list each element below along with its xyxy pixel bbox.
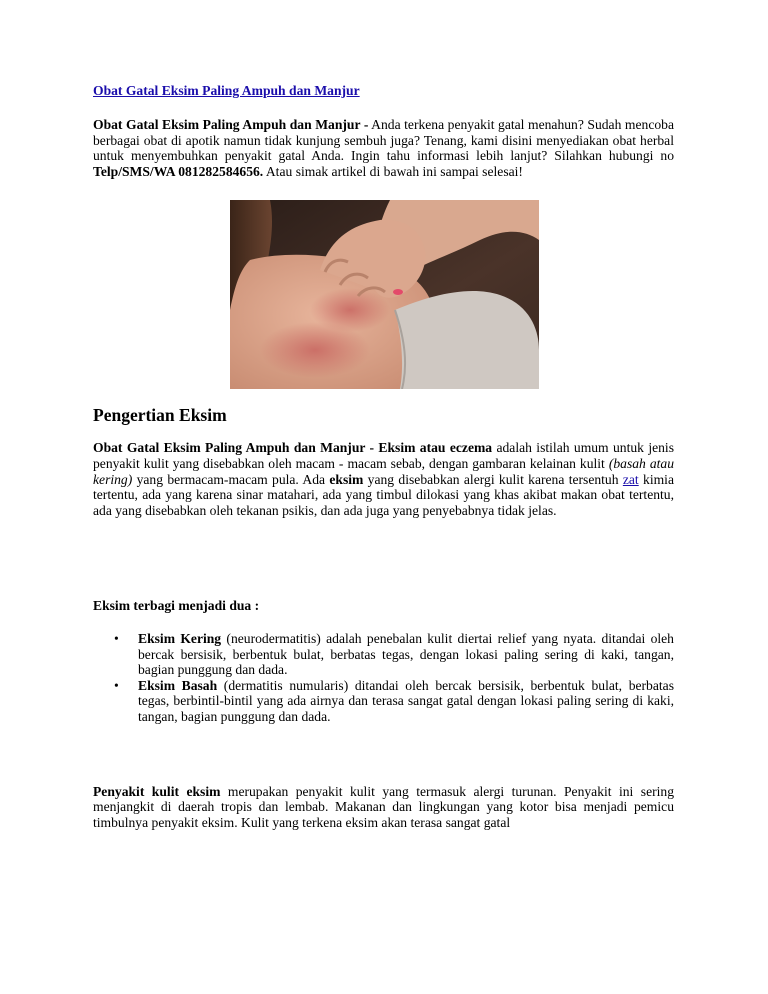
list-item-bold: Eksim Basah (138, 677, 218, 693)
intro-bold-lead: Obat Gatal Eksim Paling Ampuh dan Manjur - (93, 117, 369, 132)
title-link[interactable]: Obat Gatal Eksim Paling Ampuh dan Manjur (93, 83, 360, 98)
zat-link[interactable]: zat (622, 471, 639, 487)
list-item-text: (neurodermatitis) adalah penebalan kulit diertai relief yang nyata. ditandai oleh bercak bersisik, berbentuk bulat, berbatas tegas, dengan lokasi paling sering di kaki, tangan, bagian punggung dan dada. (138, 630, 674, 678)
intro-text-2: Atau simak artikel di bawah ini sampai selesai! (263, 163, 523, 179)
eczema-scratching-photo (230, 200, 539, 389)
pengertian-text-4: kimia tertentu, ada yang karena sinar matahari, ada yang timbul dilokasi yang khas akibat makan obat tertentu, ada yang disebabkan oleh tekanan psikis, dan ada juga yang penyebabnya tidak jelas. (93, 471, 674, 518)
intro-contact: Telp/SMS/WA 081282584656. (93, 163, 264, 179)
penyakit-text: merupakan penyakit kulit yang termasuk alergi turunan. Penyakit ini sering menjangkit di daerah tropis dan lembab. Makanan dan lingkungan yang kotor bisa menjadi pemicu timbulnya penyakit eksim. Kulit yang terkena eksim akan terasa sangat gatal (93, 783, 675, 830)
bullet-icon: • (114, 677, 119, 693)
section-heading-pengertian: Pengertian Eksim (93, 405, 227, 426)
penyakit-kulit-paragraph (93, 784, 674, 831)
pengertian-bold-lead: Obat Gatal Eksim Paling Ampuh dan Manjur - Eksim atau eczema (93, 440, 493, 456)
intro-text-1: Anda terkena penyakit gatal menahun? Sudah mencoba berbagai obat di apotik namun tidak kunjung sembuh juga? Tenang, kami disini menyediakan obat herbal untuk menyembuhkan penyakit gatal Anda. Ingin tahu informasi lebih lanjut? Silahkan hubungi no (93, 117, 675, 164)
eksim-types-heading: Eksim terbagi menjadi dua : (93, 598, 260, 614)
list-item-eksim-kering (114, 630, 674, 678)
document-page (93, 82, 674, 830)
list-item-eksim-basah (114, 677, 674, 725)
pengertian-paragraph (93, 440, 674, 518)
list-item-text: (dermatitis numularis) ditandai oleh bercak bersisik, berbentuk bulat, berbatas tegas, berbintil-bintil yang ada airnya dan terasa sangat gatal dengan lokasi paling sering di kaki, tangan, bagian punggung dan dada. (138, 677, 674, 724)
penyakit-bold-lead: Penyakit kulit eksim (93, 783, 221, 799)
pengertian-bold-eksim: eksim (329, 471, 364, 487)
pengertian-text-2: yang bermacam-macam pula. Ada (132, 471, 330, 487)
intro-paragraph (93, 117, 674, 179)
pengertian-italic: (basah atau kering) (93, 455, 674, 487)
pengertian-text-3: yang disebabkan alergi kulit karena tersentuh (363, 471, 623, 487)
pengertian-text-1: adalah istilah umum untuk jenis penyakit kulit yang disebabkan oleh macam - macam sebab, dengan gambaran kelainan kulit (93, 440, 674, 471)
eksim-types-list (93, 631, 674, 725)
bullet-icon: • (114, 630, 119, 646)
list-item-bold: Eksim Kering (138, 630, 222, 646)
